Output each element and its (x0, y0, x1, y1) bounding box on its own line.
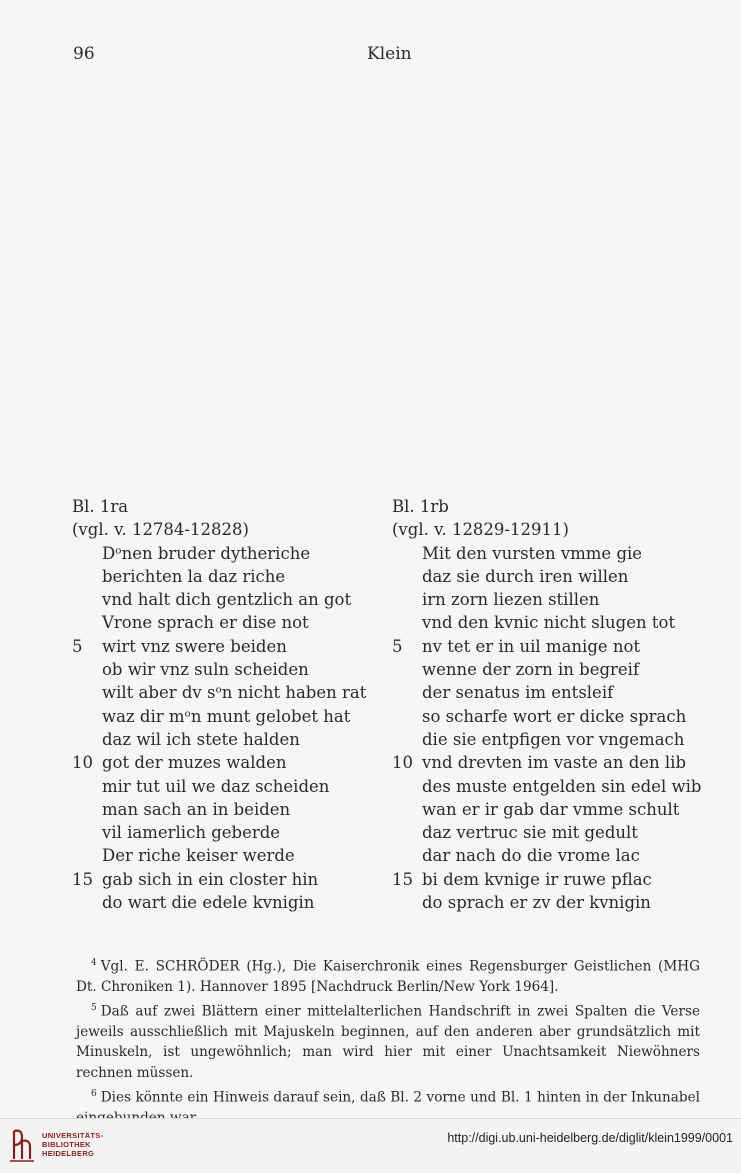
verse-line (392, 565, 712, 588)
library-name: UNIVERSITÄTS- BIBLIOTHEK HEIDELBERG (42, 1131, 104, 1158)
verse-text: wirt vnz swere beiden (102, 636, 287, 656)
verse-line (72, 658, 372, 681)
column-reference: (vgl. v. 12784-12828) (72, 520, 249, 540)
verse-text: mir tut uil we daz scheiden (102, 776, 330, 796)
verse-line (72, 705, 372, 728)
verse-line (72, 635, 372, 658)
verse-text: daz wil ich stete halden (102, 729, 300, 749)
verse-line (72, 728, 372, 751)
footnote-number: 6 (91, 1088, 97, 1099)
verse-text: Mit den vursten vmme gie (422, 543, 643, 563)
verse-text: wenne der zorn in begreif (422, 660, 640, 680)
verse-line (392, 705, 712, 728)
verse-text: do wart die edele kvnigin (102, 893, 315, 913)
verse-text: daz vertruc sie mit gedult (422, 823, 638, 843)
verse-text: bi dem kvnige ir ruwe pflac (422, 869, 652, 889)
verse-text: nv tet er in uil manige not (422, 636, 641, 656)
verse-text: wilt aber dv sᵒn nicht haben rat (102, 683, 367, 703)
verse-line (392, 798, 712, 821)
verse-text: des muste entgelden sin edel wib (422, 776, 702, 796)
verse-line (392, 751, 712, 774)
verse-text: got der muzes walden (102, 753, 287, 773)
verse-text: so scharfe wort er dicke sprach (422, 706, 687, 726)
verse-line (72, 542, 372, 565)
verse-number: 5 (392, 636, 403, 656)
column-reference: (vgl. v. 12829-12911) (392, 520, 569, 540)
verse-line (392, 821, 712, 844)
verse-line (392, 891, 712, 914)
footnote-text: Vgl. E. SCHRÖDER (Hg.), Die Kaiserchronik eines Regensburger Geistlichen (MHG Dt. Chroniken 1). Hannover 1895 [Nachdruck Berlin/New York 1964]. (76, 958, 700, 996)
verse-text: dar nach do die vrome lac (422, 846, 640, 866)
verse-line (72, 844, 372, 867)
verse-number: 10 (392, 753, 413, 773)
footnote (76, 953, 700, 998)
verse-text: waz dir mᵒn munt gelobet hat (102, 706, 351, 726)
verse-number: 15 (392, 869, 413, 889)
verse-text: daz sie durch iren willen (422, 566, 629, 586)
verse-text: der senatus im entsleif (422, 683, 614, 703)
column-heading: Bl. 1ra (72, 497, 129, 516)
verse-text: do sprach er zv der kvnigin (422, 893, 651, 913)
verse-line (392, 775, 712, 798)
verse-line (392, 658, 712, 681)
verse-number: 5 (72, 636, 83, 656)
verse-number: 15 (72, 869, 93, 889)
source-url-link[interactable]: http://digi.ub.uni-heidelberg.de/diglit/klein1999/0001 (447, 1131, 733, 1145)
footnote-text: Dies könnte ein Hinweis darauf sein, daß Bl. 2 vorne und Bl. 1 hinten in der Inkunabel (100, 1089, 700, 1106)
verse-line (72, 798, 372, 821)
verse-text: Dᵒnen bruder dytheriche (102, 543, 311, 563)
footnote-number: 5 (91, 1002, 97, 1013)
right-verse-column (392, 495, 712, 914)
verse-line (72, 775, 372, 798)
footnotes (76, 953, 700, 1128)
verse-line (392, 681, 712, 704)
verse-line (72, 751, 372, 774)
verse-text: die sie entpfigen vor vngemach (422, 729, 685, 749)
verse-line (392, 868, 712, 891)
footnote-text: Daß auf zwei Blättern einer mittelalterlichen Handschrift in zwei Spalten die Verse jeweils ausschließlich mit Majuskeln beginnen, auf den anderen aber grundsätzlich mit Minuskeln, ist ungewöhnlich; man wird hier mit einer Unachtsamkeit Niewöhners rechnen müssen. (76, 1003, 700, 1082)
verse-text: Vrone sprach er dise not (102, 613, 309, 633)
footnote (76, 998, 700, 1084)
verse-number: 10 (72, 753, 93, 773)
left-verse-column (72, 495, 372, 914)
verse-text: vil iamerlich geberde (102, 823, 281, 843)
verse-text: ob wir vnz suln scheiden (102, 660, 309, 680)
verse-line (72, 821, 372, 844)
verse-line (72, 681, 372, 704)
library-footer (0, 1118, 741, 1173)
library-logo-icon (8, 1127, 36, 1163)
verse-line (392, 542, 712, 565)
verse-line (392, 635, 712, 658)
verse-text: vnd drevten im vaste an den lib (422, 753, 687, 773)
verse-text: man sach an in beiden (102, 799, 291, 819)
column-heading: Bl. 1rb (392, 497, 449, 516)
verse-text: irn zorn liezen stillen (422, 590, 600, 610)
verse-text: wan er ir gab dar vmme schult (422, 799, 680, 819)
verse-text: berichten la daz riche (102, 566, 286, 586)
verse-text: vnd halt dich gentzlich an got (102, 590, 352, 610)
verse-line (392, 728, 712, 751)
running-head: Klein (367, 44, 412, 64)
footnote-number: 4 (91, 958, 97, 968)
verse-line (72, 588, 372, 611)
verse-line (392, 588, 712, 611)
verse-line (72, 891, 372, 914)
verse-text: gab sich in ein closter hin (102, 869, 319, 889)
verse-text: Der riche keiser werde (102, 846, 295, 866)
verse-line (72, 868, 372, 891)
verse-line (72, 565, 372, 588)
verse-text: vnd den kvnic nicht slugen tot (422, 613, 676, 633)
verse-line (72, 611, 372, 634)
page-number: 96 (73, 44, 95, 64)
verse-line (392, 611, 712, 634)
verse-line (392, 844, 712, 867)
